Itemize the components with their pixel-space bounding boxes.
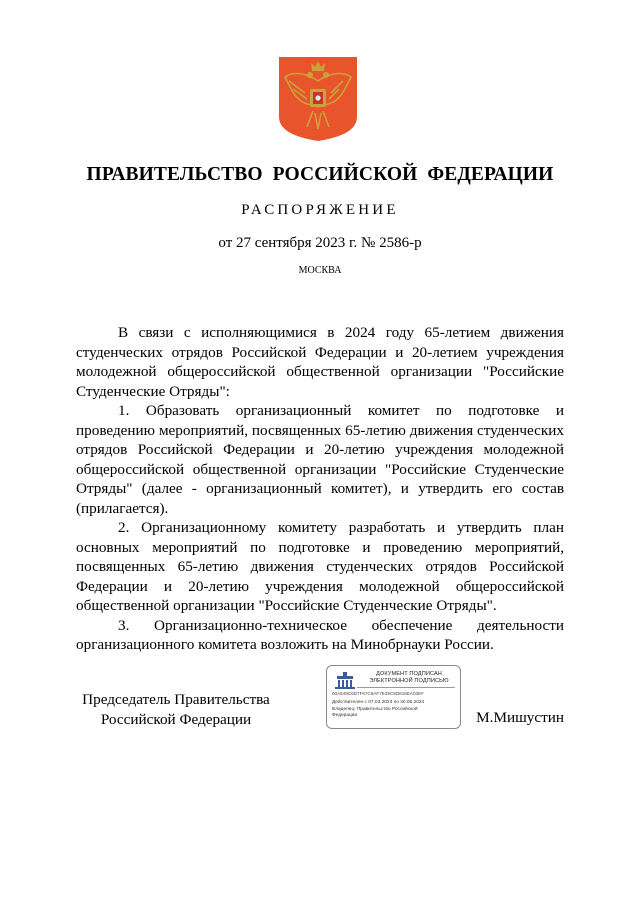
stamp-divider	[357, 687, 455, 688]
stamp-certificate: 00A549C6D7F67C8AF7E29C8D816EA03EF	[332, 691, 424, 696]
stamp-validity: Действителен с 07.03.2023 по 30.05.2024	[332, 700, 425, 705]
stamp-owner: Владелец: Правительство Российской Федерации	[332, 707, 418, 718]
signatory-title	[76, 690, 276, 729]
government-building-icon	[333, 671, 357, 691]
stamp-heading	[361, 671, 457, 685]
government-title: ПРАВИТЕЛЬСТВО РОССИЙСКОЙ ФЕДЕРАЦИИ	[86, 164, 554, 185]
electronic-signature-stamp	[326, 665, 461, 729]
preamble-paragraph: В связи с исполняющимися в 2024 году 65-летием движения студенческих отрядов Российской Федерации и 20-летием учреждения молодежной общероссийской общественной организации "Российские Студенческие Отряды":	[76, 324, 564, 400]
stamp-heading-line-2: ЭЛЕКТРОННОЙ ПОДПИСЬЮ	[369, 678, 449, 684]
item-1-paragraph: 1. Образовать организационный комитет по подготовке и проведению мероприятий, посвященных 65-летию движения студенческих отрядов Российской Федерации и 20-летию учреждения молодежной общероссийской общественной организации "Российские Студенческие Отряды" (далее - организационный комитет), и утвердить его состав (прилагается).	[76, 402, 564, 517]
signatory-title-line-1: Председатель Правительства	[82, 691, 270, 708]
document-body	[76, 323, 564, 655]
document-city: МОСКВА	[298, 265, 342, 276]
coat-of-arms-emblem	[277, 55, 359, 143]
stamp-heading-line-1: ДОКУМЕНТ ПОДПИСАН	[376, 671, 442, 677]
signatory-title-line-2: Российской Федерации	[100, 710, 252, 728]
item-2-paragraph: 2. Организационному комитету разработать и утвердить план основных мероприятий по подготовке и проведению мероприятий, посвященных 65-летию движения студенческих отрядов Российской Федерации и 20-летию учреждения молодежной общероссийской общественной организации "Российские Студенческие Отряды".	[76, 519, 564, 614]
document-date-number: от 27 сентября 2023 г. № 2586-р	[218, 235, 422, 251]
document-type: РАСПОРЯЖЕНИЕ	[241, 202, 399, 218]
signatory-name: М.Мишустин	[476, 709, 564, 726]
item-3-paragraph: 3. Организационно-техническое обеспечение деятельности организационного комитета возложить на Минобрнауки России.	[76, 616, 564, 653]
